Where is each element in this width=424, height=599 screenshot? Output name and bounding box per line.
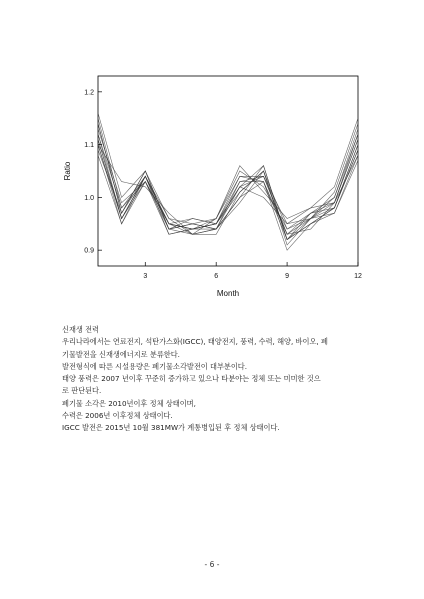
x-tick-label: 9 [285, 273, 290, 280]
series-line-1 [98, 124, 358, 235]
paragraph-line: 로 판단된다. [62, 386, 102, 396]
page-number: - 6 - [204, 560, 220, 569]
paragraph-line: 우리나라에서는 연료전지, 석탄가스화(IGCC), 태양전지, 풍력, 수력, 해양, 바이오, 폐 [62, 337, 328, 347]
y-tick-label: 0.9 [84, 247, 94, 255]
paragraph-line: IGCC 발전은 2015년 10월 381MW가 계통병입된 후 정체 상태이다. [62, 423, 280, 433]
paragraph-line: 수력은 2006년 이후정체 상태이다. [62, 411, 173, 421]
plot-frame [98, 76, 358, 266]
y-tick-label: 1.0 [84, 194, 94, 202]
y-axis-ticks [84, 89, 102, 254]
body-text [62, 324, 382, 435]
series-line-11 [98, 134, 358, 234]
x-tick-label: 3 [143, 273, 148, 280]
y-tick-label: 1.1 [84, 142, 94, 150]
paragraph-line: 태양 풍력은 2007 년이후 꾸준히 증가하고 있으나 타분야는 정체 또는 미미한 것으 [62, 374, 321, 384]
y-axis-label: Ratio [63, 161, 72, 181]
y-tick-label: 1.2 [84, 89, 94, 97]
section-heading: 신재생 전력 [62, 325, 100, 334]
x-tick-label: 6 [214, 273, 219, 280]
x-tick-label: 12 [354, 273, 362, 280]
x-axis-ticks [143, 262, 362, 280]
paragraph-line: 폐기물 소각은 2010년이후 정체 상태이며, [62, 398, 196, 408]
paragraph-line: 발전형식에 따른 시설용량은 폐기물소각발전이 대부분이다. [62, 361, 248, 371]
paragraph-line: 기물발전을 신재생에너지로 분류한다. [62, 349, 180, 359]
series-line-5 [98, 134, 358, 234]
x-axis-label: Month [216, 289, 240, 298]
series-lines [98, 113, 358, 250]
